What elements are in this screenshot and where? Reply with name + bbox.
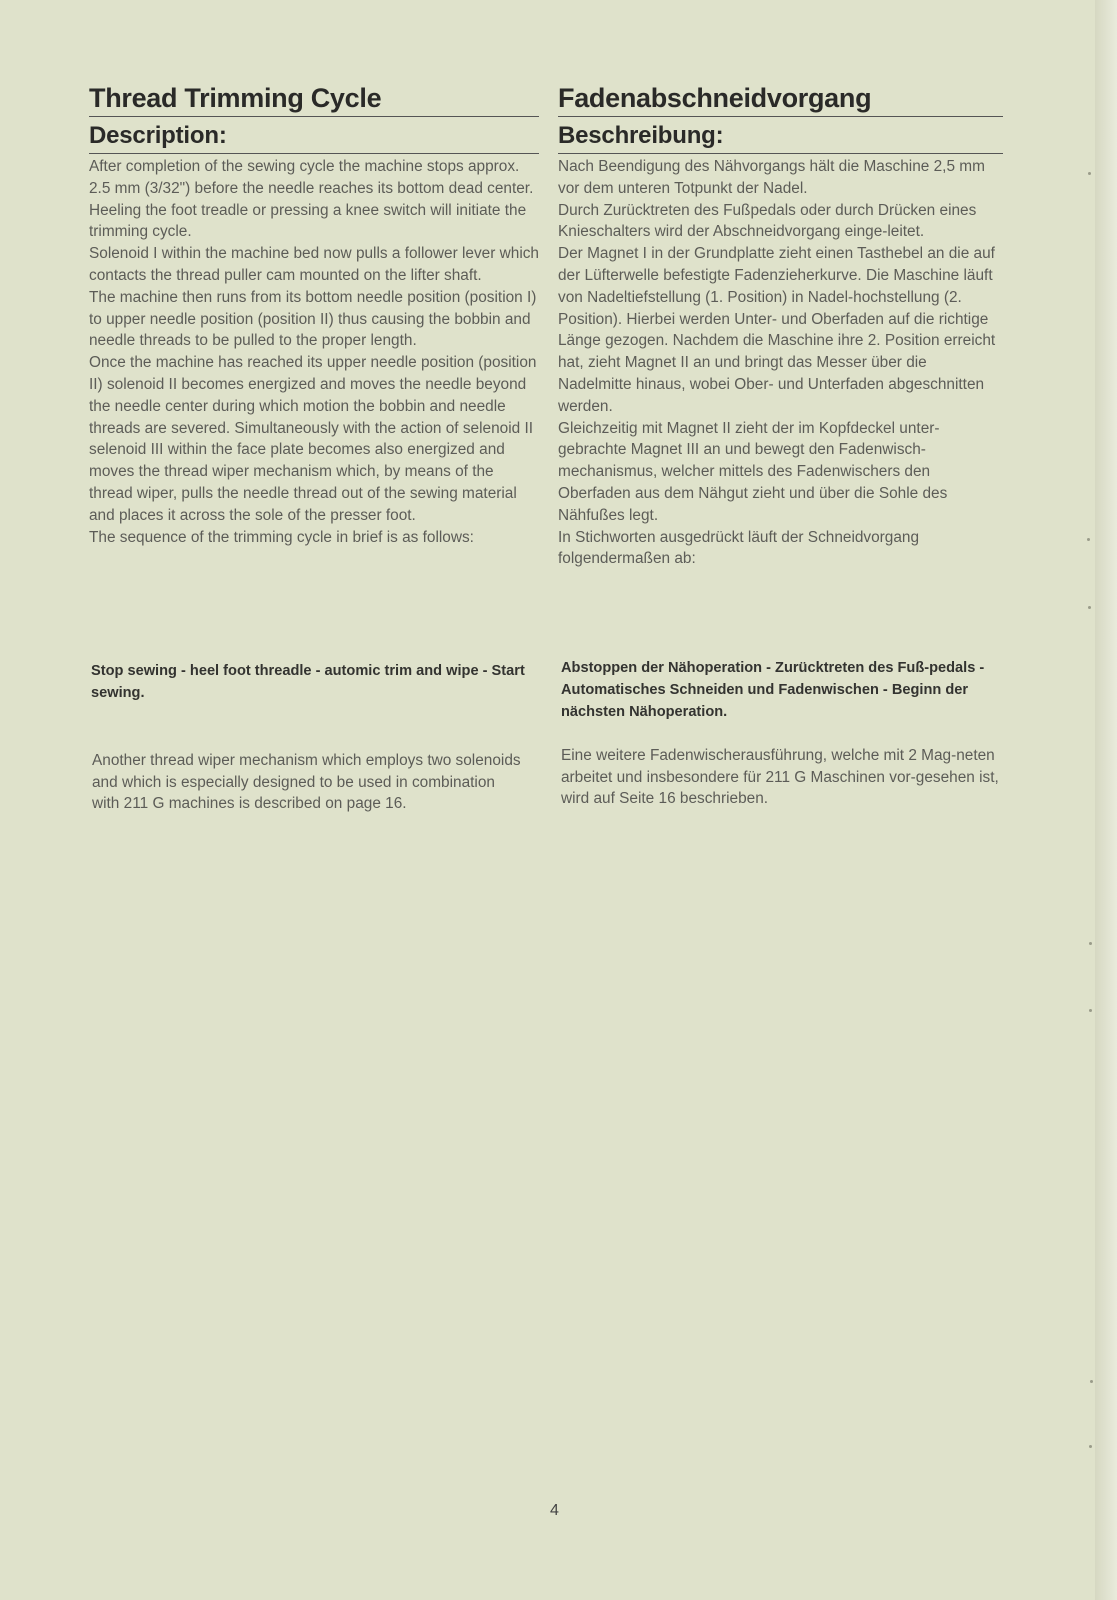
note-german: Eine weitere Fadenwischerausführung, welche mit 2 Mag-neten arbeitet und insbesondere für 211 G Maschinen vor-gesehen ist, wird auf Seite 16 beschrieben.: [561, 747, 999, 807]
paragraph: Solenoid I within the machine bed now pulls a follower lever which contacts the thread puller cam mounted on the lifter shaft.: [89, 245, 539, 284]
paragraph: Once the machine has reached its upper needle position (position II) solenoid II becomes energized and moves the needle beyond the needle center during which motion the bobbin and needle threads are severed. Simultaneously with the action of selenoid II selenoid III within the face plate becomes also energized and moves the thread wiper mechanism which, by means of the thread wiper, pulls the needle thread out of the sewing material and places it across the sole of the presser foot.: [89, 354, 537, 524]
paragraph: After completion of the sewing cycle the machine stops approx. 2.5 mm (3/32") before the needle reaches its bottom dead center. Heeling the foot treadle or pressing a knee switch will initiate the trimming cycle.: [89, 158, 534, 241]
paragraph: Nach Beendigung des Nähvorgangs hält die Maschine 2,5 mm vor dem unteren Totpunkt der Nadel.: [558, 158, 985, 197]
page-number: 4: [550, 1502, 559, 1519]
german-column: [558, 80, 1003, 570]
scan-speck: [1090, 1380, 1093, 1383]
sequence-summary-german: Abstoppen der Nähoperation - Zurücktreten des Fuß-pedals - Automatisches Schneiden und Fadenwischen - Beginn der nächsten Nähoperation.: [561, 660, 985, 720]
paragraph: The sequence of the trimming cycle in brief is as follows:: [89, 528, 474, 546]
scan-speck: [1087, 538, 1090, 541]
scan-speck: [1089, 1445, 1092, 1448]
description-heading-german: Beschreibung:: [558, 119, 1003, 154]
scan-speck: [1089, 942, 1092, 945]
page-title-german: Fadenabschneidvorgang: [558, 80, 1003, 117]
paragraph: Der Magnet I in der Grundplatte zieht einen Tasthebel an die auf der Lüfterwelle befestigte Fadenzieherkurve. Die Maschine läuft von Nadeltiefstellung (1. Position) in Nadel-hochstellung (2. Position). Hierbei werden Unter- und Oberfaden auf die richtige Länge gezogen. Nachdem die Maschine ihre 2. Position erreicht hat, zieht Magnet II an und bringt das Messer über die Nadelmitte hinaus, wobei Ober- und Unterfaden abgeschnitten werden.: [558, 245, 996, 415]
scan-speck: [1088, 172, 1091, 175]
sequence-summary-english: Stop sewing - heel foot threadle - automic trim and wipe - Start sewing.: [91, 663, 525, 701]
page-title-english: Thread Trimming Cycle: [89, 80, 539, 117]
scan-speck: [1089, 1009, 1092, 1012]
note-english: Another thread wiper mechanism which employs two solenoids and which is especially designed to be used in combination with 211 G machines is described on page 16.: [92, 752, 521, 812]
paragraph: Durch Zurücktreten des Fußpedals oder durch Drücken eines Knieschalters wird der Abschneidvorgang einge-leitet.: [558, 201, 977, 241]
description-body-english: [89, 154, 539, 548]
paragraph: In Stichworten ausgedrückt läuft der Schneidvorgang folgendermaßen ab:: [558, 528, 920, 568]
page-edge-shadow: [1095, 0, 1117, 1600]
english-column: [89, 80, 539, 548]
paragraph: The machine then runs from its bottom needle position (position I) to upper needle position (position II) thus causing the bobbin and needle threads to be pulled to the proper length.: [89, 288, 537, 350]
description-heading-english: Description:: [89, 119, 539, 154]
paragraph: Gleichzeitig mit Magnet II zieht der im Kopfdeckel unter-gebrachte Magnet III an und bewegt den Fadenwisch-mechanismus, welcher mittels des Fadenwischers den Oberfaden aus dem Nähgut zieht und über die Sohle des Nähfußes legt.: [558, 419, 948, 524]
description-body-german: [558, 154, 1003, 570]
scan-speck: [1088, 606, 1091, 609]
